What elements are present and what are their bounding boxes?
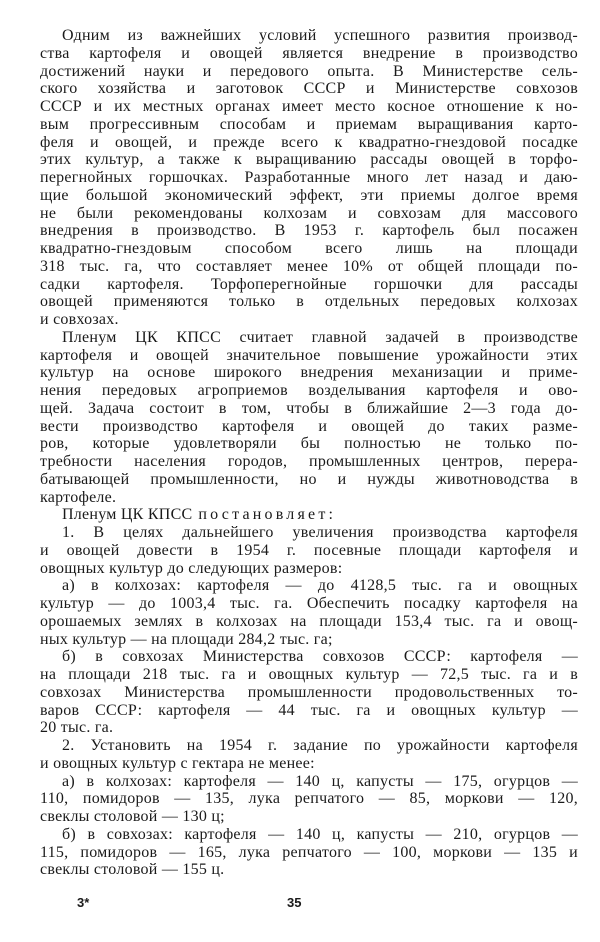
signature-mark: 3*	[77, 895, 90, 910]
text-line-content: 318 тыс. га, что составляет менее 10% от общей площади по-	[40, 257, 578, 275]
text-line	[40, 400, 578, 418]
text-line-content: вым прогрессивным способам и приемам выращивания карто-	[40, 115, 578, 133]
text-line-content: а) в колхозах: картофеля — до 4128,5 тыс. га и овощных	[62, 577, 578, 595]
text-line	[40, 542, 578, 560]
page-number: 35	[287, 895, 302, 910]
text-line	[40, 240, 578, 258]
text-line	[40, 489, 578, 507]
text-line	[40, 826, 578, 844]
text-line	[40, 844, 578, 862]
text-line-content: 1. В целях дальнейшего увеличения производства картофеля	[62, 524, 578, 541]
text-line-content: квадратно-гнездовым способом всего лишь на площади	[40, 240, 578, 257]
text-line-content: совхозах Министерства промышленности продовольственных то-	[40, 683, 578, 701]
text-line	[40, 435, 578, 453]
text-line	[40, 648, 578, 666]
text-line	[40, 382, 578, 400]
text-line-content: вести производство картофеля и овощей до таких разме-	[40, 417, 578, 435]
text-line	[40, 364, 578, 382]
text-line-content: ства картофеля и овощей является внедрение в производство	[40, 44, 578, 62]
text-line	[40, 311, 578, 329]
text-line	[40, 134, 578, 152]
text-line-content: картофеле.	[40, 488, 117, 506]
text-line	[40, 169, 578, 187]
text-line-content: овощей применяются только в отдельных передовых колхозах	[40, 293, 578, 311]
text-line	[40, 613, 578, 631]
text-line	[40, 45, 578, 63]
text-line-content: не были рекомендованы колхозам и совхозам для массового	[40, 204, 578, 222]
text-line-content: щей. Задача состоит в том, чтобы в ближайшие 2—3 года до-	[40, 399, 578, 417]
text-line-content: 2. Установить на 1954 г. задание по урожайности картофеля	[62, 737, 578, 754]
text-line-content: 20 тыс. га.	[40, 719, 114, 737]
text-line	[40, 666, 578, 684]
text-line-content: 115, помидоров — 165, лука репчатого — 100, моркови — 135 и	[40, 843, 578, 861]
text-line-content: свеклы столовой — 130 ц;	[40, 808, 225, 825]
text-line	[40, 222, 578, 240]
text-line-content: и овощных культур с гектара не менее:	[40, 754, 315, 772]
text-line	[40, 453, 578, 471]
text-line	[40, 773, 578, 791]
text-line	[40, 524, 578, 542]
text-line-content: культур — до 1003,4 тыс. га. Обеспечить посадку картофеля на	[40, 595, 578, 612]
text-line	[40, 595, 578, 613]
text-line-content: щие большой экономический эффект, эти приемы долгое время	[40, 186, 578, 204]
text-line-content: свеклы столовой — 155 ц.	[40, 861, 225, 879]
text-line-content: орошаемых землях в колхозах на площади 153,4 тыс. га и овощ-	[40, 612, 578, 630]
text-line	[40, 719, 578, 737]
text-line-content: а) в колхозах: картофеля — 140 ц, капусты — 175, огурцов —	[62, 772, 578, 790]
text-line-content: феля и овощей, и прежде всего к квадратно-гнездовой посадке	[40, 133, 578, 151]
text-line-content: на площади 218 тыс. га и овощных культур — 72,5 тыс. га и в	[40, 666, 578, 683]
text-line	[40, 790, 578, 808]
text-line	[40, 577, 578, 595]
text-line-content: 110, помидоров — 135, лука репчатого — 85, моркови — 120,	[40, 790, 578, 808]
text-line	[40, 684, 578, 702]
text-line	[40, 702, 578, 720]
text-line	[40, 347, 578, 365]
text-line-content: ского хозяйства и заготовок СССР и Министерстве совхозов	[40, 80, 578, 98]
text-line-content: достижений науки и передового опыта. В Министерстве сель-	[40, 62, 578, 80]
text-line	[40, 560, 578, 578]
text-line	[40, 116, 578, 134]
text-line-content: картофеля и овощей значительное повышение урожайности этих	[40, 346, 578, 364]
body-text	[40, 27, 578, 879]
text-line	[40, 471, 578, 489]
text-line-content: нения передовых агроприемов возделывания картофеля и ово-	[40, 382, 578, 399]
text-line	[40, 151, 578, 169]
text-line-content: Пленум ЦК КПСС	[62, 506, 193, 524]
text-line	[40, 63, 578, 81]
text-line-content: Пленум ЦК КПСС считает главной задачей в производстве	[62, 328, 578, 346]
text-line	[40, 187, 578, 205]
text-line-content: б) в совхозах: картофеля — 140 ц, капусты — 210, огурцов —	[62, 825, 578, 843]
text-line-content: батывающей промышленности, но и нужды животноводства в	[40, 470, 578, 488]
text-line	[40, 506, 578, 524]
text-line	[40, 27, 578, 45]
text-line-content: СССР и их местных органах имеет место косное отношение к но-	[40, 98, 578, 115]
text-line-content: требности населения городов, промышленных центров, перера-	[40, 453, 578, 470]
text-line	[40, 258, 578, 276]
text-line	[40, 631, 578, 649]
text-line-content: ров, которые удовлетворяли бы полностью не только по-	[40, 435, 578, 453]
text-line-content: садки картофеля. Торфоперегнойные горшочки для рассады	[40, 275, 578, 293]
text-line-content: этих культур, а также к выращиванию рассады овощей в торфо-	[40, 151, 578, 169]
text-line	[40, 861, 578, 879]
text-line	[40, 98, 578, 116]
text-line	[40, 808, 578, 826]
text-line	[40, 755, 578, 773]
text-line-content: внедрения в производство. В 1953 г. картофель был посажен	[40, 222, 578, 240]
text-line-content: и овощей довести в 1954 г. посевные площади картофеля и	[40, 541, 578, 559]
text-line	[40, 329, 578, 347]
text-line	[40, 276, 578, 294]
text-line	[40, 205, 578, 223]
text-line	[40, 418, 578, 436]
text-line-content: ных культур — на площади 284,2 тыс. га;	[40, 630, 333, 648]
text-line	[40, 80, 578, 98]
text-line	[40, 293, 578, 311]
spaced-emphasis: постановляет:	[198, 506, 337, 524]
text-line-content: б) в совхозах Министерства совхозов СССР: картофеля —	[62, 648, 578, 666]
text-line	[40, 737, 578, 755]
text-line-content: варов СССР: картофеля — 44 тыс. га и овощных культур —	[40, 701, 578, 719]
text-line-content: Одним из важнейших условий успешного развития производ-	[62, 27, 578, 44]
text-line-content: перегнойных горшочках. Разработанные много лет назад и даю-	[40, 169, 578, 186]
text-line-content: и совхозах.	[40, 311, 119, 328]
text-line-content: овощных культур до следующих размеров:	[40, 559, 343, 577]
text-line-content: культур на основе широкого внедрения механизации и приме-	[40, 364, 578, 382]
